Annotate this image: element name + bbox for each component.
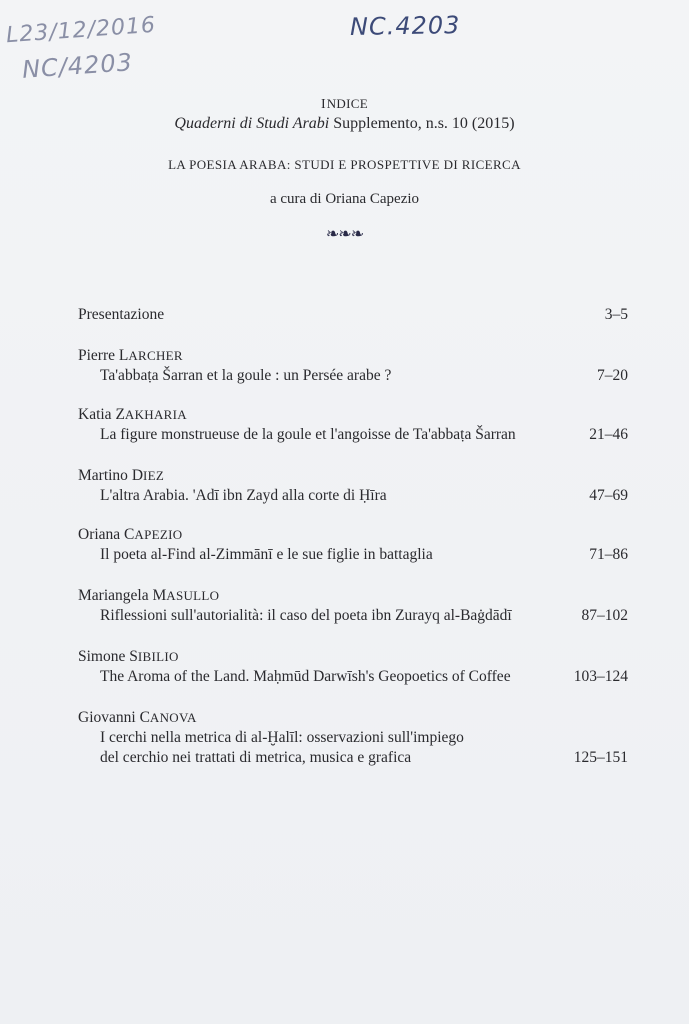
toc-author: Simone SIBILIO: [78, 648, 179, 665]
toc-pages: 21–46: [589, 426, 628, 443]
editor-line: a cura di Oriana Capezio: [269, 191, 420, 207]
toc-pages: 3–5: [604, 306, 628, 323]
toc-pages: 71–86: [589, 546, 628, 563]
toc-author: Oriana CAPEZIO: [78, 526, 183, 543]
handwritten-note-date: L23/12/2016: [5, 12, 157, 49]
toc-title: Riflessioni sull'autorialità: il caso del poeta ibn Zurayq al-Baġdādī: [100, 607, 512, 624]
toc-title: The Aroma of the Land. Maḥmūd Darwīsh's Geopoetics of Coffee: [100, 668, 511, 685]
toc-author: Mariangela MASULLO: [78, 587, 220, 604]
toc-title: Presentazione: [78, 306, 165, 323]
ornament-fleuron-icon: ❧❧❧: [325, 226, 364, 243]
journal-line: [0, 115, 689, 133]
toc-entry: [78, 346, 628, 386]
toc-entry: [78, 525, 628, 565]
handwritten-note-code-left: NC/4203: [21, 48, 134, 84]
toc-pages: 7–20: [597, 367, 628, 384]
index-heading-initial: I: [321, 97, 327, 112]
toc-title: Il poeta al-Find al-Zimmānī e le sue figlie in battaglia: [100, 546, 433, 563]
journal-name: Quaderni di Studi Arabi: [174, 115, 330, 132]
toc-entry-presentazione: [78, 305, 628, 325]
index-heading-rest: NDICE: [326, 96, 368, 111]
toc-title: La figure monstrueuse de la goule et l'angoisse de Ta'abbaṭa Šarran: [100, 426, 516, 443]
volume-title: LA POESIA ARABA: STUDI E PROSPETTIVE DI RICERCA: [168, 157, 521, 172]
toc-entry: [78, 466, 628, 506]
toc-author: Katia ZAKHARIA: [78, 406, 187, 423]
toc-entry: [78, 586, 628, 626]
toc-pages: 103–124: [573, 668, 628, 685]
toc-entry: [78, 708, 628, 768]
toc-title: I cerchi nella metrica di al-Ḫalīl: osservazioni sull'impiego: [100, 729, 464, 746]
toc-pages: 47–69: [589, 487, 628, 504]
toc-author: Martino DIEZ: [78, 467, 165, 484]
index-heading: [0, 96, 689, 113]
toc-entry: [78, 647, 628, 687]
toc-title: L'altra Arabia. 'Adī ibn Zayd alla corte di Ḥīra: [100, 487, 387, 504]
journal-supplement: Supplemento, n.s. 10 (2015): [333, 115, 515, 132]
toc-title-continued: del cerchio nei trattati di metrica, musica e grafica: [100, 749, 412, 766]
toc-author: Giovanni CANOVA: [78, 709, 197, 726]
toc-title: Ta'abbaṭa Šarran et la goule : un Persée arabe ?: [100, 367, 392, 384]
toc-pages: 125–151: [573, 749, 628, 766]
toc-pages: 87–102: [581, 607, 628, 624]
handwritten-note-code-top: NC.4203: [349, 11, 461, 41]
toc-entry: [78, 405, 628, 445]
toc-author: Pierre LARCHER: [78, 347, 183, 364]
